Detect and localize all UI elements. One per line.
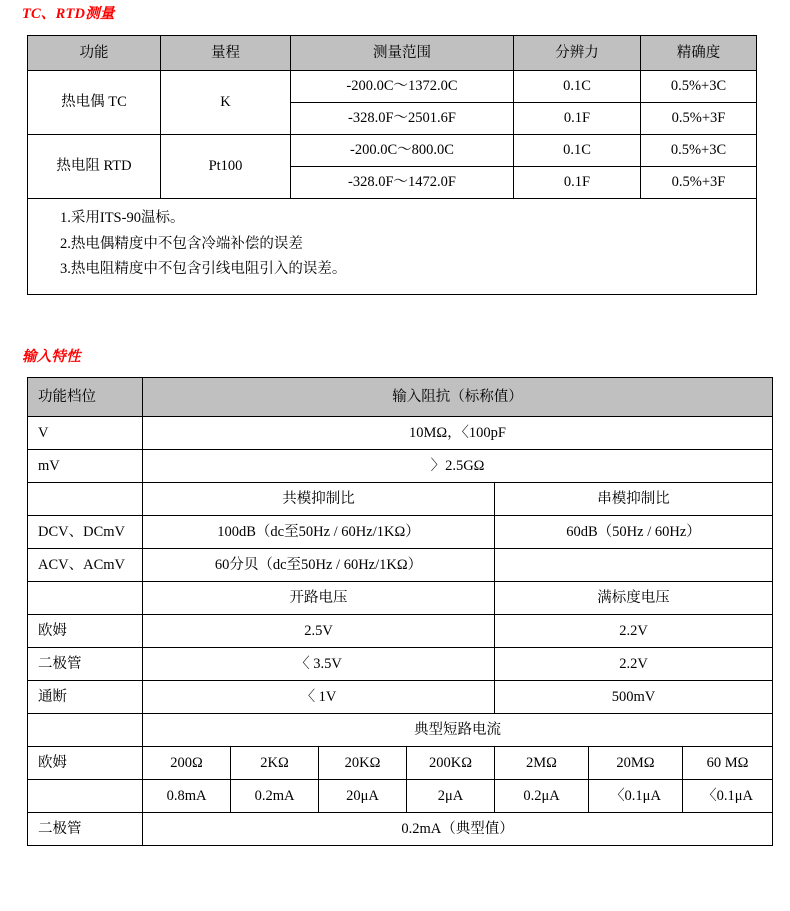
cell-mode-v: V <box>28 417 143 450</box>
table-row <box>28 549 773 582</box>
cell-mode-diode: 二极管 <box>28 648 143 681</box>
section-heading-input-characteristics: 输入特性 <box>22 349 81 365</box>
column-header-accuracy: 精确度 <box>641 36 757 71</box>
cell-accuracy: 0.5%+3C <box>641 135 757 167</box>
cell-impedance-mv: 〉2.5GΩ <box>143 450 773 483</box>
cell-current: 0.8mA <box>143 780 231 813</box>
table-row <box>28 417 773 450</box>
note-item: 1.采用ITS-90温标。 <box>60 210 185 226</box>
cell-current: 〈0.1μA <box>589 780 683 813</box>
table-notes-cell <box>28 199 757 295</box>
cell-resolution: 0.1F <box>514 103 641 135</box>
cell-range-pt100: Pt100 <box>161 135 291 199</box>
table-row <box>28 615 773 648</box>
cell-empty <box>28 780 143 813</box>
cell-empty <box>28 714 143 747</box>
column-header-resolution: 分辨力 <box>514 36 641 71</box>
cell-full-voltage-diode: 2.2V <box>495 648 773 681</box>
note-item: 3.热电阻精度中不包含引线电阻引入的误差。 <box>60 261 347 278</box>
table-subheader-row <box>28 483 773 516</box>
column-header-input-impedance: 输入阻抗（标称值） <box>143 378 773 417</box>
cell-full-voltage-ohm: 2.2V <box>495 615 773 648</box>
table-subheader-row <box>28 714 773 747</box>
table-row <box>28 516 773 549</box>
cell-measure-range: -200.0C～1372.0C <box>291 71 514 103</box>
cell-open-voltage-continuity: 〈 1V <box>143 681 495 714</box>
table-row <box>28 135 757 167</box>
table-header-row <box>28 378 773 417</box>
cell-measure-range: -328.0F～2501.6F <box>291 103 514 135</box>
table-row <box>28 780 773 813</box>
cell-impedance-v: 10MΩ，〈100pF <box>143 417 773 450</box>
cell-function-tc: 热电偶 TC <box>28 71 161 135</box>
cell-current: 0.2mA <box>231 780 319 813</box>
cell-accuracy: 0.5%+3F <box>641 167 757 199</box>
cell-range: 2KΩ <box>231 747 319 780</box>
column-header-range: 量程 <box>161 36 291 71</box>
table-row <box>28 450 773 483</box>
cell-range: 20MΩ <box>589 747 683 780</box>
cell-range: 200Ω <box>143 747 231 780</box>
cell-measure-range: -200.0C～800.0C <box>291 135 514 167</box>
input-characteristics-table <box>27 377 773 846</box>
table-row <box>28 813 773 846</box>
cell-current: 0.2μA <box>495 780 589 813</box>
column-header-function: 功能 <box>28 36 161 71</box>
cell-accuracy: 0.5%+3F <box>641 103 757 135</box>
notes-row <box>28 199 757 295</box>
cell-mode-mv: mV <box>28 450 143 483</box>
cell-resolution: 0.1C <box>514 71 641 103</box>
subheader-typical-short-circuit-current: 典型短路电流 <box>143 714 773 747</box>
cell-resolution: 0.1F <box>514 167 641 199</box>
table-row <box>28 71 757 103</box>
subheader-open-circuit-voltage: 开路电压 <box>143 582 495 615</box>
subheader-full-scale-voltage: 满标度电压 <box>495 582 773 615</box>
cell-diode-typical-current: 0.2mA（典型值） <box>143 813 773 846</box>
cell-cmrr-dc: 100dB（dc至50Hz / 60Hz/1KΩ） <box>143 516 495 549</box>
cell-open-voltage-ohm: 2.5V <box>143 615 495 648</box>
cell-smrr-dc: 60dB（50Hz / 60Hz） <box>495 516 773 549</box>
tc-rtd-spec-table <box>27 35 757 295</box>
cell-function-rtd: 热电阻 RTD <box>28 135 161 199</box>
section-heading-tc-rtd: TC、RTD测量 <box>22 6 115 22</box>
note-item: 2.热电偶精度中不包含冷端补偿的误差 <box>60 235 303 252</box>
cell-measure-range: -328.0F～1472.0F <box>291 167 514 199</box>
subheader-series-mode-rejection: 串模抑制比 <box>495 483 773 516</box>
cell-full-voltage-continuity: 500mV <box>495 681 773 714</box>
table-header-row <box>28 36 757 71</box>
column-header-function-mode: 功能档位 <box>28 378 143 417</box>
cell-mode-continuity: 通断 <box>28 681 143 714</box>
table-subheader-row <box>28 582 773 615</box>
cell-resolution: 0.1C <box>514 135 641 167</box>
cell-accuracy: 0.5%+3C <box>641 71 757 103</box>
cell-current: 2μA <box>407 780 495 813</box>
cell-range: 200KΩ <box>407 747 495 780</box>
cell-current: 20μA <box>319 780 407 813</box>
cell-mode-diode-current: 二极管 <box>28 813 143 846</box>
subheader-common-mode-rejection: 共模抑制比 <box>143 483 495 516</box>
cell-mode-ohm-ranges: 欧姆 <box>28 747 143 780</box>
cell-current: 〈0.1μA <box>683 780 773 813</box>
table-row <box>28 747 773 780</box>
cell-mode-dcv-dcmv: DCV、DCmV <box>28 516 143 549</box>
cell-smrr-ac <box>495 549 773 582</box>
cell-range: 2MΩ <box>495 747 589 780</box>
cell-range: 60 MΩ <box>683 747 773 780</box>
cell-mode-ohm: 欧姆 <box>28 615 143 648</box>
column-header-measure: 测量范围 <box>291 36 514 71</box>
cell-range-k: K <box>161 71 291 135</box>
cell-open-voltage-diode: 〈 3.5V <box>143 648 495 681</box>
cell-range: 20KΩ <box>319 747 407 780</box>
cell-empty <box>28 582 143 615</box>
cell-cmrr-ac: 60分贝（dc至50Hz / 60Hz/1KΩ） <box>143 549 495 582</box>
cell-mode-acv-acmv: ACV、ACmV <box>28 549 143 582</box>
table-row <box>28 648 773 681</box>
cell-empty <box>28 483 143 516</box>
table-row <box>28 681 773 714</box>
